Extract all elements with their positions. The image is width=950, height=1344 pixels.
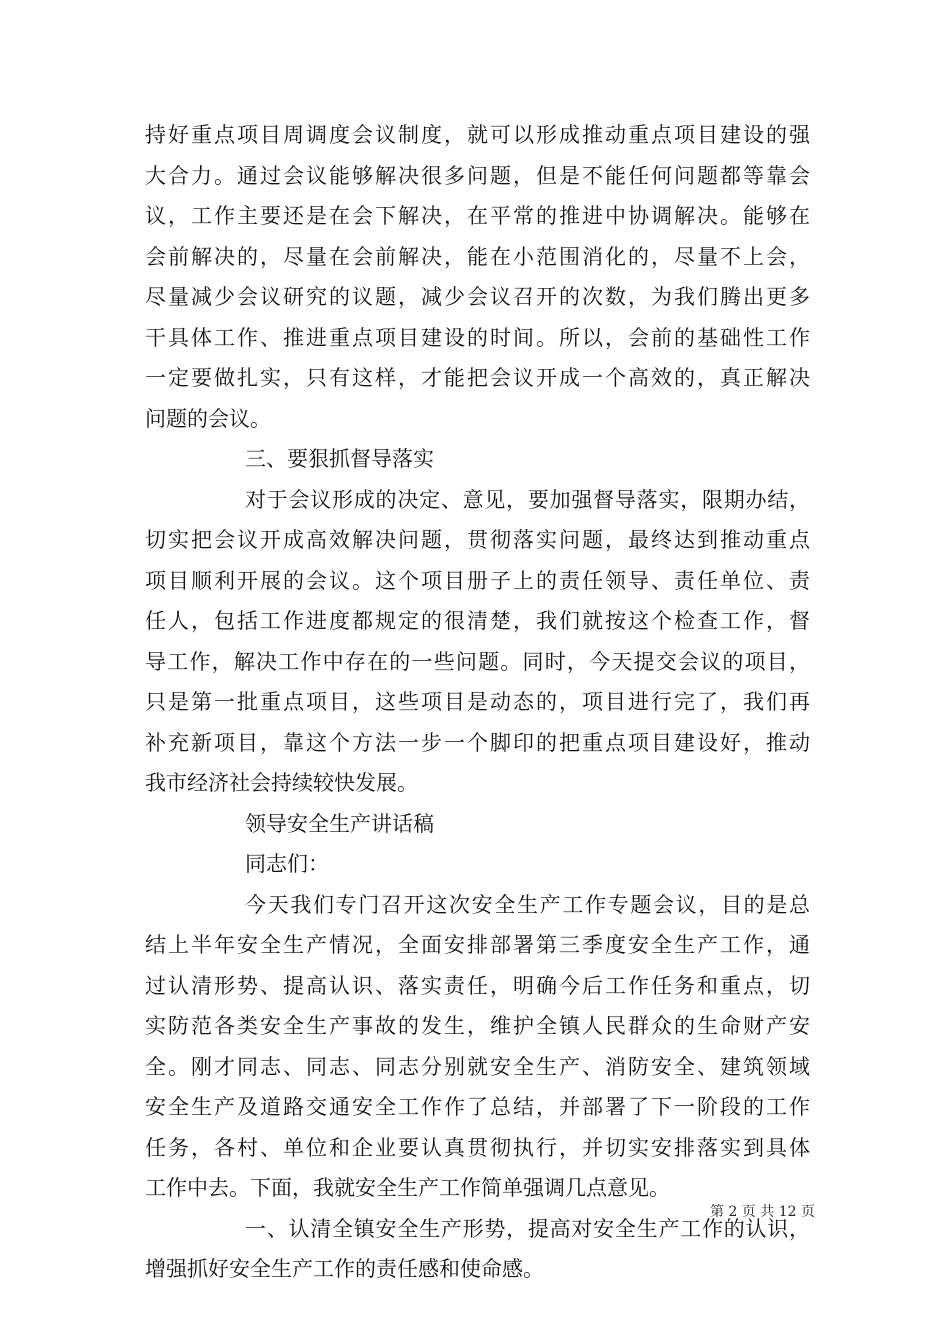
- body-line: 工作中去。下面，我就安全生产工作简单强调几点意见。: [145, 1176, 670, 1200]
- body-line: 干具体工作、推进重点项目建设的时间。所以，会前的基础性工作: [145, 325, 810, 350]
- body-line: 增强抓好安全生产工作的责任感和使命感。: [145, 1257, 544, 1281]
- body-line: 切实把会议开成高效解决问题，贯彻落实问题，最终达到推动重点: [145, 528, 810, 552]
- body-line: 我市经济社会持续较快发展。: [145, 771, 418, 795]
- body-line: 议，工作主要还是在会下解决，在平常的推进中协调解决。能够在: [145, 204, 810, 228]
- body-line: 补充新项目，靠这个方法一步一个脚印的把重点项目建设好，推动: [145, 730, 810, 755]
- body-line: 今天我们专门召开这次安全生产工作专题会议，目的是总: [245, 892, 810, 917]
- body-line: 过认清形势、提高认识、落实责任，明确今后工作任务和重点，切: [145, 973, 810, 998]
- body-line: 实防范各类安全生产事故的发生，维护全镇人民群众的生命财产安: [145, 1014, 810, 1038]
- body-line: 结上半年安全生产情况，全面安排部署第三季度安全生产工作，通: [145, 933, 810, 957]
- body-line: 一、认清全镇安全生产形势，提高对安全生产工作的认识，: [245, 1216, 810, 1241]
- page-number-footer: 第 2 页 共 12 页: [710, 1204, 815, 1220]
- body-line: 只是第一批重点项目，这些项目是动态的，项目进行完了，我们再: [145, 690, 810, 714]
- body-line: 全。刚才同志、同志、同志分别就安全生产、消防安全、建筑领域: [145, 1054, 810, 1079]
- body-line: 项目顺利开展的会议。这个项目册子上的责任领导、责任单位、责: [145, 568, 810, 593]
- body-line: 持好重点项目周调度会议制度，就可以形成推动重点项目建设的强: [145, 123, 810, 147]
- body-line: 会前解决的，尽量在会前解决，能在小范围消化的，尽量不上会，: [145, 244, 810, 269]
- body-line: 问题的会议。: [145, 406, 271, 431]
- body-line: 尽量减少会议研究的议题，减少会议召开的次数，为我们腾出更多: [145, 285, 810, 309]
- body-line: 对于会议形成的决定、意见，要加强督导落实，限期办结，: [245, 487, 810, 512]
- body-line: 任务，各村、单位和企业要认真贯彻执行，并切实安排落实到具体: [145, 1135, 810, 1160]
- body-line: 大合力。通过会议能够解决很多问题，但是不能任何问题都等靠会: [145, 163, 810, 188]
- salutation: 同志们：: [245, 852, 329, 876]
- document-body: [145, 115, 810, 1290]
- speech-title: 领导安全生产讲话稿: [245, 811, 434, 836]
- section-heading: 三、要狠抓督导落实: [245, 447, 434, 471]
- body-line: 任人，包括工作进度都规定的很清楚，我们就按这个检查工作，督: [145, 609, 810, 633]
- body-line: 导工作，解决工作中存在的一些问题。同时，今天提交会议的项目，: [145, 649, 810, 674]
- body-line: 安全生产及道路交通安全工作作了总结，并部署了下一阶段的工作: [145, 1095, 810, 1119]
- body-line: 一定要做扎实，只有这样，才能把会议开成一个高效的，真正解决: [145, 366, 810, 390]
